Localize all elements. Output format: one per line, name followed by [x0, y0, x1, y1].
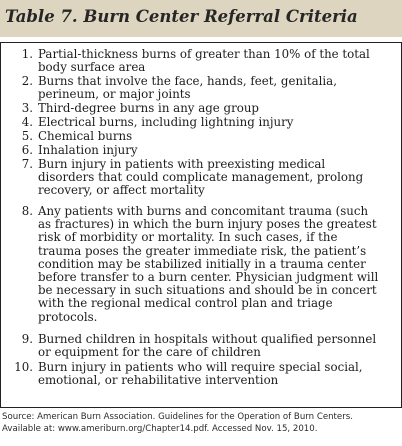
criteria-text: Electrical burns, including lightning injury	[38, 115, 294, 129]
criteria-number: 6.	[21, 143, 33, 157]
criteria-list	[1, 43, 401, 407]
criteria-number: 8.	[21, 204, 33, 218]
table-title: Table 7. Burn Center Referral Criteria	[5, 7, 358, 26]
criteria-text: Third-degree burns in any age group	[38, 101, 259, 115]
table-title-bar	[0, 0, 402, 37]
source-line-1: Source: American Burn Association. Guidelines for the Operation of Burn Centers.	[2, 412, 353, 422]
criteria-number: 9.	[21, 332, 33, 346]
criteria-text: Burned children in hospitals without qualified personnel or equipment for the care of children	[38, 332, 377, 360]
source-line-2: Available at: www.ameriburn.org/Chapter14.pdf. Accessed Nov. 15, 2010.	[2, 424, 318, 434]
criteria-text: Chemical burns	[38, 129, 133, 143]
criteria-text: Inhalation injury	[38, 143, 138, 157]
criteria-text: Any patients with burns and concomitant trauma (such as fractures) in which the burn injury poses the greatest risk of morbidity or mortality. In such cases, if the trauma poses the greater immediate risk, the patient’s condition may be stabilized initially in a trauma center before transfer to a burn center. Physician judgment will be necessary in such situations and should be in concert with the regional medical control plan and triage protocols.	[38, 204, 379, 324]
criteria-text: Partial-thickness burns of greater than 10% of the total body surface area	[38, 47, 370, 75]
criteria-number: 2.	[21, 74, 33, 88]
criteria-number: 3.	[21, 101, 33, 115]
criteria-text: Burns that involve the face, hands, feet, genitalia, perineum, or major joints	[38, 74, 337, 102]
criteria-number: 7.	[21, 157, 33, 171]
criteria-text: Burn injury in patients who will require special social, emotional, or rehabilitative intervention	[38, 360, 363, 388]
criteria-table	[0, 42, 402, 408]
criteria-number: 1.	[21, 47, 33, 61]
criteria-number: 4.	[21, 115, 33, 129]
source-note	[2, 411, 398, 435]
criteria-number: 5.	[21, 129, 33, 143]
criteria-number: 10.	[14, 360, 33, 374]
criteria-text: Burn injury in patients with preexisting medical disorders that could complicate management, prolong recovery, or affect mortality	[38, 157, 364, 198]
